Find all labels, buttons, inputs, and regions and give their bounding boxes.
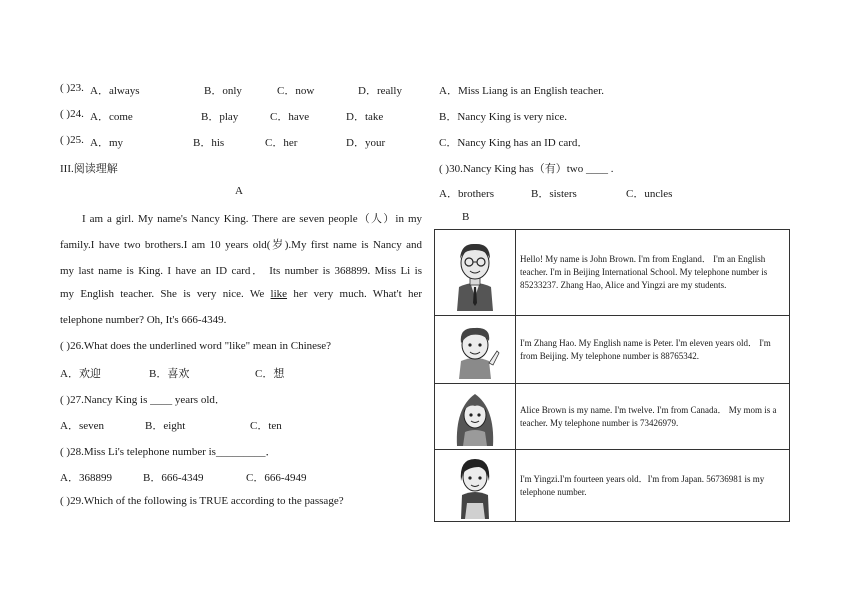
portrait-cell xyxy=(435,384,516,450)
section-title: III.阅读理解 xyxy=(60,163,118,175)
portrait-cell xyxy=(435,450,516,522)
passage-a-line-1: I am a girl. My name's Nancy King. There are seven people（人）in my xyxy=(82,213,422,225)
option-a: A．always xyxy=(90,85,140,97)
option-c: C．ten xyxy=(250,420,282,432)
option-c: C．想 xyxy=(255,368,285,380)
option-d: D．take xyxy=(346,111,384,123)
question-29-stem: ( )29.Which of the following is TRUE according to the passage? xyxy=(60,495,344,507)
option-c: C．666-4949 xyxy=(246,472,307,484)
option-c: C．have xyxy=(270,111,310,123)
portrait-cell xyxy=(435,230,516,316)
passage-b-table xyxy=(434,229,790,522)
option-a: A．brothers xyxy=(439,188,494,200)
portrait-cell xyxy=(435,316,516,384)
question-number: ( )24. xyxy=(60,108,84,120)
question-27-stem: ( )27.Nancy King is ____ years old． xyxy=(60,394,226,406)
option-b: B．eight xyxy=(145,420,186,432)
table-row xyxy=(435,316,790,384)
option-a: A．come xyxy=(90,111,133,123)
option-b: B．666-4349 xyxy=(143,472,204,484)
option-c: C．her xyxy=(265,137,298,149)
boy-illustration xyxy=(449,321,501,379)
option-c: C．now xyxy=(277,85,315,97)
passage-b-text-3: Alice Brown is my name. I'm twelve. I'm from Canada． My mom is a teacher. My telephone number is 73426979. xyxy=(516,384,790,450)
option-c: C．uncles xyxy=(626,188,673,200)
passage-b-text-2: I'm Zhang Hao. My English name is Peter. I'm eleven years old． I'm from Beijing. My telephone number is 88765342. xyxy=(516,316,790,384)
passage-b-text-1: Hello! My name is John Brown. I'm from England． I'm an English teacher. I'm in Beijing International School. My telephone number is 85233237. Zhang Hao, Alice and Yingzi are my students. xyxy=(516,230,790,316)
option-a: A．欢迎 xyxy=(60,368,101,380)
question-29-option-b: B．Nancy King is very nice. xyxy=(439,111,567,123)
girl-short-hair-illustration xyxy=(449,453,501,519)
table-row xyxy=(435,450,790,522)
question-26-stem: ( )26.What does the underlined word "like" mean in Chinese? xyxy=(60,340,332,352)
passage-a-line-4: my English teacher. She is very nice. We like her very much. What't her xyxy=(60,288,422,300)
question-30-stem: ( )30.Nancy King has（有）two ____ . xyxy=(439,163,614,175)
passage-a-line-5: telephone number? Oh, It's 666-4349. xyxy=(60,314,227,326)
option-b: B．only xyxy=(204,85,242,97)
passage-a-line-2: family.I have two brothers.I am 10 years old(岁).My first name is Nancy and xyxy=(60,239,422,251)
option-a: A．my xyxy=(90,137,123,149)
question-number: ( )23. xyxy=(60,82,84,94)
question-29-option-a: A．Miss Liang is an English teacher. xyxy=(439,85,604,97)
passage-b-text-4: I'm Yingzi.I'm fourteen years old．I'm from Japan. 56736981 is my telephone number. xyxy=(516,450,790,522)
passage-b-label: B xyxy=(462,211,470,223)
option-d: D．really xyxy=(358,85,402,97)
underlined-word: like xyxy=(270,288,288,300)
table-row xyxy=(435,230,790,316)
option-b: B．sisters xyxy=(531,188,577,200)
question-28-stem: ( )28.Miss Li's telephone number is_________． xyxy=(60,446,277,458)
option-b: B．喜欢 xyxy=(149,368,190,380)
option-a: A．seven xyxy=(60,420,104,432)
option-d: D．your xyxy=(346,137,386,149)
passage-a-label: A xyxy=(235,185,243,197)
man-with-glasses-illustration xyxy=(449,235,501,311)
option-a: A．368899 xyxy=(60,472,112,484)
passage-a-line-3: my last name is King. I have an ID card． Its number is 368899. Miss Li is xyxy=(60,265,422,277)
option-b: B．his xyxy=(193,137,225,149)
table-row xyxy=(435,384,790,450)
question-number: ( )25. xyxy=(60,134,84,146)
girl-long-hair-illustration xyxy=(449,388,501,446)
option-b: B．play xyxy=(201,111,239,123)
question-29-option-c: C．Nancy King has an ID card． xyxy=(439,137,589,149)
